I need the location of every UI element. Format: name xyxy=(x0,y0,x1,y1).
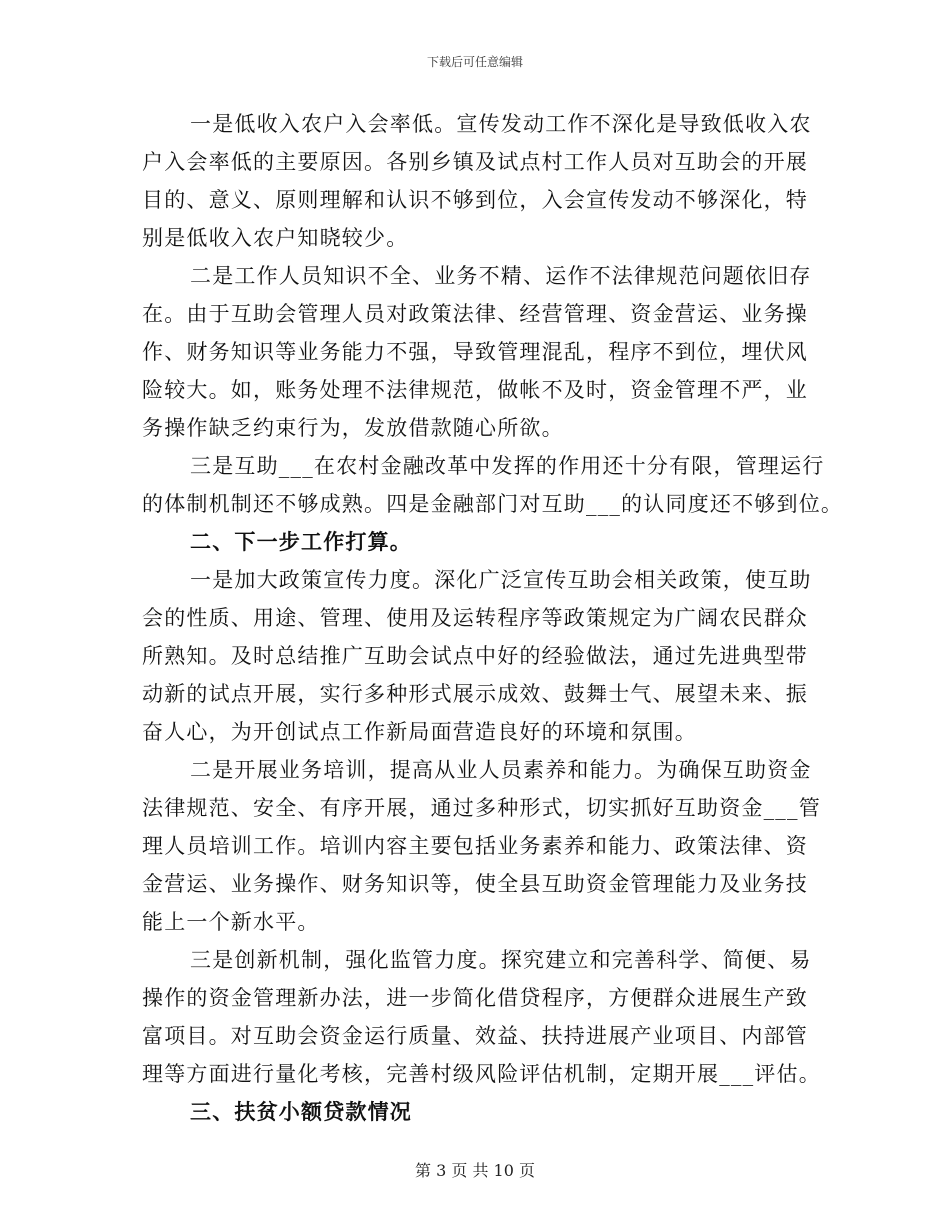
paragraph-line: 二是开展业务培训，提高从业人员素养和能力。为确保互助资金 xyxy=(190,758,812,782)
page-number: 第 3 页 共 10 页 xyxy=(415,1161,535,1180)
paragraph-line: 一是低收入农户入会率低。宣传发动工作不深化是导致低收入农 xyxy=(190,112,812,136)
paragraph-line: 操作的资金管理新办法，进一步简化借贷程序，方便群众进展生产致 xyxy=(142,986,808,1010)
paragraph-line: 奋人心，为开创试点工作新局面营造良好的环境和氛围。 xyxy=(142,720,697,744)
paragraph-line: 一是加大政策宣传力度。深化广泛宣传互助会相关政策，使互助 xyxy=(190,568,812,592)
paragraph-line: 别是低收入农户知晓较少。 xyxy=(142,226,409,250)
paragraph-line: 金营运、业务操作、财务知识等，使全县互助资金管理能力及业务技 xyxy=(142,872,808,896)
paragraph-line: 二是工作人员知识不全、业务不精、运作不法律规范问题依旧存 xyxy=(190,264,812,288)
paragraph-line: 的体制机制还不够成熟。四是金融部门对互助___的认同度还不够到位。 xyxy=(142,492,844,516)
paragraph-line: 动新的试点开展，实行多种形式展示成效、鼓舞士气、展望未来、振 xyxy=(142,682,808,706)
paragraph-line: 户入会率低的主要原因。各别乡镇及试点村工作人员对互助会的开展 xyxy=(142,150,808,174)
paragraph-line: 所熟知。及时总结推广互助会试点中好的经验做法，通过先进典型带 xyxy=(142,644,808,668)
paragraph-line: 富项目。对互助会资金运行质量、效益、扶持进展产业项目、内部管 xyxy=(142,1024,808,1048)
paragraph-line: 三是互助___在农村金融改革中发挥的作用还十分有限，管理运行 xyxy=(190,454,825,478)
page-header-note: 下载后可任意编辑 xyxy=(426,55,523,69)
paragraph-line: 法律规范、安全、有序开展，通过多种形式，切实抓好互助资金___管 xyxy=(142,796,821,820)
paragraph-line: 能上一个新水平。 xyxy=(142,910,320,934)
section-heading: 三、扶贫小额贷款情况 xyxy=(190,1100,412,1124)
paragraph-line: 目的、意义、原则理解和认识不够到位，入会宣传发动不够深化，特 xyxy=(142,188,808,212)
paragraph-line: 务操作缺乏约束行为，发放借款随心所欲。 xyxy=(142,416,564,440)
paragraph-line: 三是创新机制，强化监管力度。探究建立和完善科学、简便、易 xyxy=(190,948,812,972)
document-body xyxy=(142,105,844,1131)
paragraph-line: 作、财务知识等业务能力不强，导致管理混乱，程序不到位，埋伏风 xyxy=(142,340,808,364)
paragraph-line: 理人员培训工作。培训内容主要包括业务素养和能力、政策法律、资 xyxy=(142,834,808,858)
paragraph-line: 理等方面进行量化考核，完善村级风险评估机制，定期开展___评估。 xyxy=(142,1062,821,1086)
paragraph-line: 险较大。如，账务处理不法律规范，做帐不及时，资金管理不严，业 xyxy=(142,378,808,402)
paragraph-line: 在。由于互助会管理人员对政策法律、经营管理、资金营运、业务操 xyxy=(142,302,808,326)
section-heading: 二、下一步工作打算。 xyxy=(190,530,412,554)
paragraph-line: 会的性质、用途、管理、使用及运转程序等政策规定为广阔农民群众 xyxy=(142,606,808,630)
